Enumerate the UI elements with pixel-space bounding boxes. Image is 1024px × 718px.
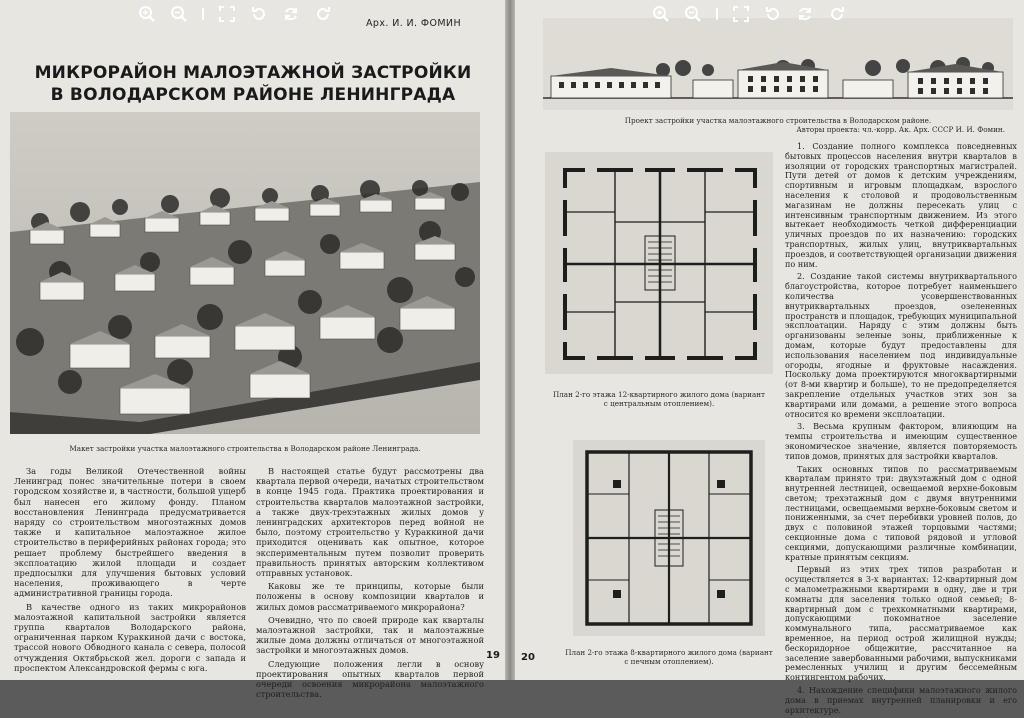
reset-icon[interactable] bbox=[282, 5, 300, 23]
model-photo bbox=[10, 112, 480, 434]
floor-plan-8-apartment bbox=[573, 440, 765, 636]
viewer-toolbar-left bbox=[138, 4, 332, 24]
paragraph: Очевидно, что по своей природе как кварталы малоэтажной застройки, так и малоэтажные жилые дома должны отличаться от многоэтажной застройки и многоэтажных домов. bbox=[256, 614, 484, 656]
paragraph: Таких основных типов по рассматриваемым кварталам принято три: двухэтажный дом с одной внутренней лестницей, освещаемой верхне-боковым светом; трехэтажный дом с двумя внутренними лестницами, освещаемыми верхне-боковым светом и пониженными, за счет перебивки уровней полов, до двух с половиной этажей торцовыми частями; секционные дома с типовой рядовой и угловой секциями, допускающими различные комбинации, кратные принятым секциям. bbox=[785, 463, 1017, 562]
paragraph: Первый из этих трех типов разработан и осуществляется в 3-х вариантах: 12-квартирный дом с малометражными квартирами в одну, две и три комнаты для заселения только одной семьей; 8-квартирный дом с трехкомнатными квартирами, допускающими покомнатное заселение коммунального типа, рассматриваемое как временное, на период острой жилищной нужды; бескоридорное общежитие, рассчитанное на заселение завербованными рабочими, выпускниками ремесленных училищ и другим бессемейным контингентом рабочих. bbox=[785, 564, 1017, 683]
rotate-left-icon[interactable] bbox=[250, 5, 268, 23]
paragraph: В качестве одного из таких микрорайонов малоэтажной капитальной застройки является группа кварталов Володарского района, ограниченная парком Кураккиной дачи с востока, трассой нового Обводного канала с севера, полосой отчуждения Октябрьской жел. дороги с запада и проспектом Александровской фермы с юга. bbox=[14, 601, 246, 673]
book-gutter bbox=[505, 0, 515, 680]
paragraph: Каковы же те принципы, которые были положены в основу композиции кварталов и жилых домов рассматриваемого микрорайона? bbox=[256, 581, 484, 612]
elevation-caption bbox=[543, 116, 1013, 134]
viewer-toolbar-right bbox=[652, 4, 846, 24]
page-number-right: 20 bbox=[521, 652, 535, 663]
fullscreen-icon[interactable] bbox=[218, 5, 236, 23]
right-page bbox=[515, 0, 1024, 715]
plan2-caption-line-1: План 2-го этажа 8-квартирного жилого дома (вариант bbox=[565, 648, 773, 657]
paragraph: 2. Создание такой системы внутриквартального благоустройства, которое потребует наименьшего количества усовершенствованных внутриквартальных проездов, озелененных пространств и площадок, требующих муниципальной эксплоатации. Наряду с этим должны быть организованы зеленые зоны, приближенные к домам, которые будут предоставлены для использования населением под индивидуальные огороды, ягодные и фруктовые насаждения. Поскольку дома проектируются многоквартирными (от 8-ми квартир и больше), то не предопределяется закрепление отдельных участков этих зон за квартирами или домами, а решение этого вопроса относится ко времени эксплоатации. bbox=[785, 271, 1017, 419]
plan2-caption bbox=[555, 648, 783, 666]
page-number-left: 19 bbox=[486, 650, 500, 661]
paragraph: За годы Великой Отечественной войны Ленинград понес значительные потери в своем городском хозяйстве и, в частности, большой ущерб был нанесен его жилому фонду. Планом восстановления Ленинграда предусматривается наряду со строительством многоэтажных домов также и капитальное малоэтажное жилое строительство в периферийных районах города; это решает проблему быстрейшего введения в эксплоатацию жилой площади и создает предпосылки для улучшения бытовых условий населения, проживающего в черте административной границы города. bbox=[14, 466, 246, 599]
title-line-1: МИКРОРАЙОН МАЛОЭТАЖНОЙ ЗАСТРОЙКИ bbox=[34, 63, 472, 83]
left-page bbox=[0, 0, 505, 700]
zoom-out-icon[interactable] bbox=[170, 5, 188, 23]
paragraph: 3. Весьма крупным фактором, влияющим на темпы строительства и имеющим существенное экономическое значение, является повторяемость типов домов, принятых для застройки кварталов. bbox=[785, 421, 1017, 461]
title-line-2: В ВОЛОДАРСКОМ РАЙОНЕ ЛЕНИНГРАДА bbox=[50, 85, 456, 105]
paragraph: 1. Создание полного комплекса повседневных бытовых процессов населения внутри кварталов в изоляции от городских транспортных магистралей. Пути детей от домов к детским учреждениям, спортивным и игровым площадкам, взрослого населения к столовой и продовольственным магазинам не должны пересекать улиц с интенсивным транспортным движением. Из этого вытекает необходимость четкой дифференциации уличных проездов по их назначению: городских транспортных, жилых улиц, внутриквартальных проездов, и соответствующей организации движения по ним. bbox=[785, 141, 1017, 269]
rotate-right-icon[interactable] bbox=[828, 5, 846, 23]
elevation-graphic bbox=[543, 18, 1013, 110]
fullscreen-icon[interactable] bbox=[732, 5, 750, 23]
paragraph: В настоящей статье будут рассмотрены два квартала первой очереди, начатых строительством в конце 1945 года. Практика проектирования и строительства кварталов малоэтажной застройки, а также двух-трехэтажных жилых домов у ленинградских архитекторов перед войной не было, поэтому строительство у Кураккиной дачи приходится оценивать как опытное, которое экспериментальным путем позволит проверить правильность принятых авторским коллективом отправных установок. bbox=[256, 466, 484, 579]
paragraph: Следующие положения легли в основу проектирования опытных кварталов первой очереди освоения микрорайона малоэтажного строительства. bbox=[256, 658, 484, 700]
text-column-1 bbox=[14, 466, 246, 676]
floor-plan-12-apartment bbox=[545, 152, 773, 374]
plan2-caption-line-2: с печным отоплением). bbox=[624, 657, 714, 666]
plan1-caption-line-2: с центральным отоплением). bbox=[603, 399, 715, 408]
toolbar-separator bbox=[202, 8, 204, 20]
floor-plan-graphic bbox=[573, 440, 765, 636]
reset-icon[interactable] bbox=[796, 5, 814, 23]
text-column-2 bbox=[256, 466, 484, 702]
rotate-right-icon[interactable] bbox=[314, 5, 332, 23]
zoom-in-icon[interactable] bbox=[138, 5, 156, 23]
street-elevation-drawing bbox=[543, 18, 1013, 110]
article-author: Арх. И. И. ФОМИН bbox=[366, 18, 461, 29]
elevation-caption-line-1: Проект застройки участка малоэтажного строительства в Володарском районе. bbox=[624, 116, 932, 125]
elevation-caption-line-2: Авторы проекта: чл.-корр. Ак. Арх. СССР И. И. Фомин. bbox=[796, 125, 1005, 134]
plan1-caption-line-1: План 2-го этажа 12-квартирного жилого дома (вариант bbox=[552, 390, 766, 399]
text-column-right bbox=[785, 142, 1017, 718]
article-title bbox=[24, 62, 482, 106]
rotate-left-icon[interactable] bbox=[764, 5, 782, 23]
zoom-out-icon[interactable] bbox=[684, 5, 702, 23]
zoom-in-icon[interactable] bbox=[652, 5, 670, 23]
plan1-caption bbox=[545, 390, 773, 408]
toolbar-separator bbox=[716, 8, 718, 20]
floor-plan-graphic bbox=[545, 152, 773, 374]
photo-caption: Макет застройки участка малоэтажного строительства в Володарском районе Ленинграда. bbox=[69, 444, 421, 453]
paragraph: 4. Нахождение специфики малоэтажного жилого дома в приемах внутренней планировки и его архитектуре. bbox=[785, 685, 1017, 715]
model-photo-graphic bbox=[10, 112, 480, 434]
